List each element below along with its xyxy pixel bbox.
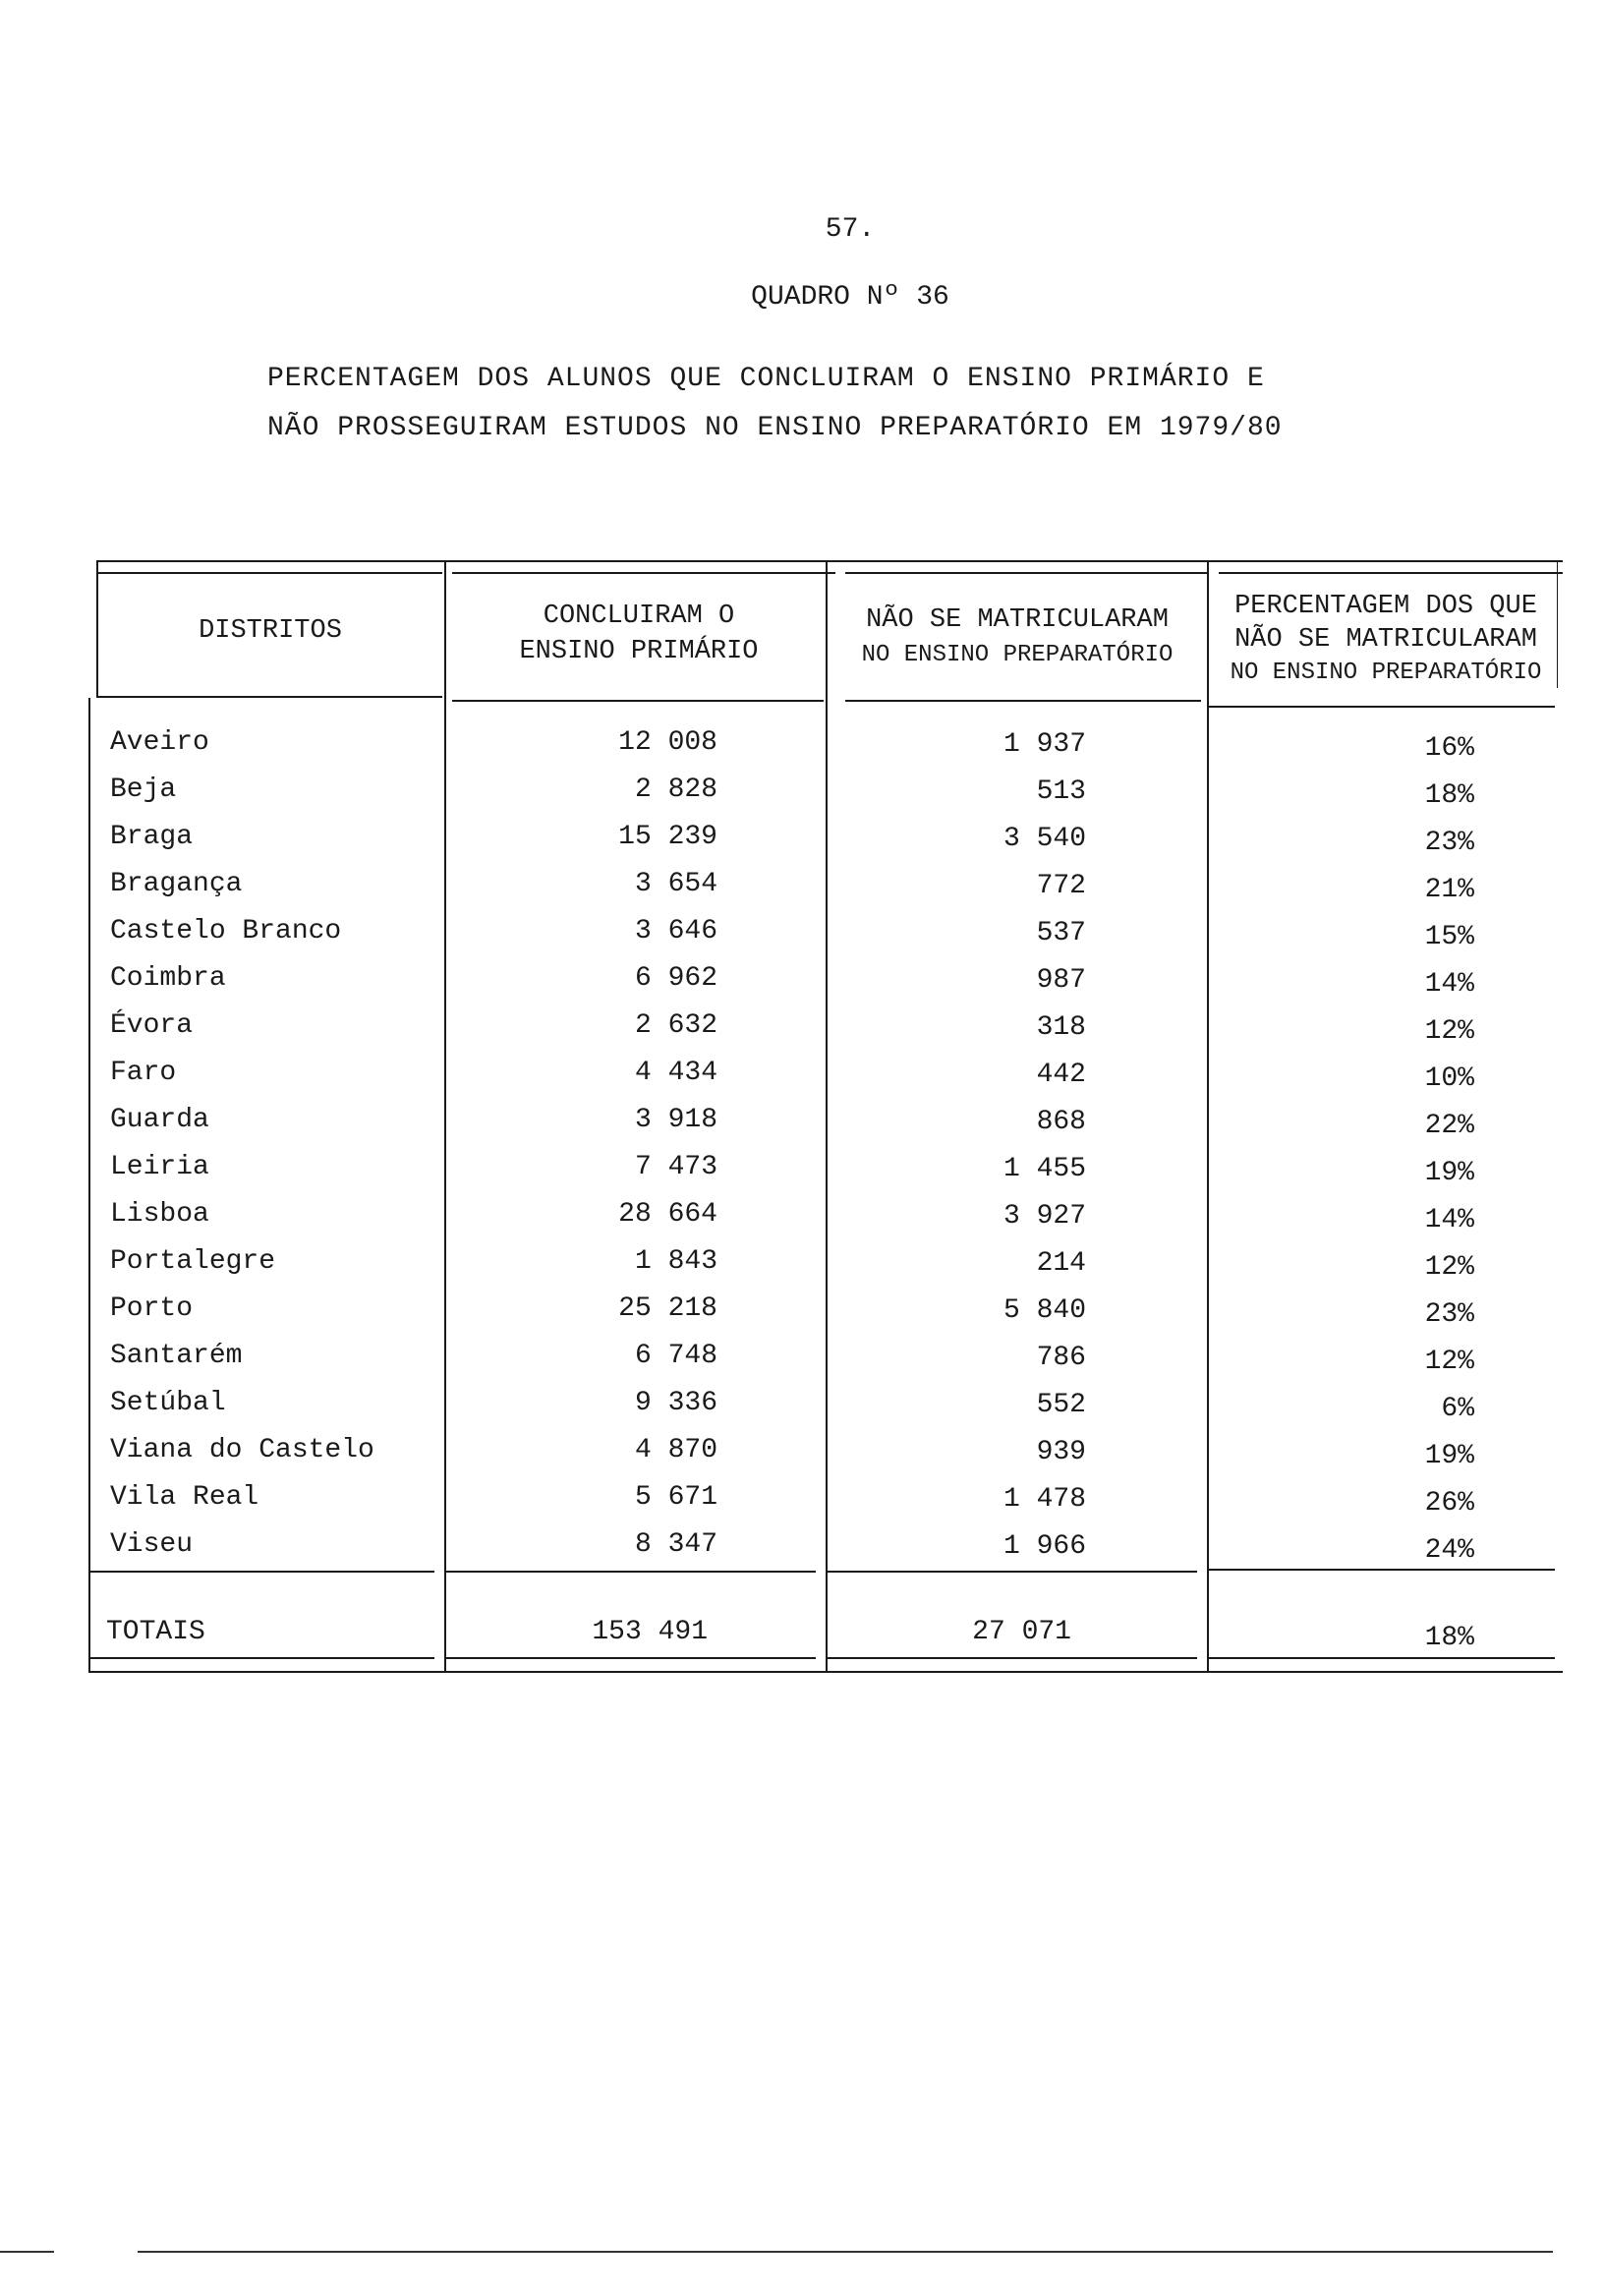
district-name: Santarém	[110, 1341, 243, 1371]
nao-matricularam-value: 537	[1036, 918, 1086, 948]
nao-matricularam-value: 513	[1036, 776, 1086, 807]
nao-matricularam-value: 786	[1036, 1343, 1086, 1373]
totals-percentagem: 18%	[1424, 1623, 1474, 1653]
header-concluiram-line-2: ENSINO PRIMÁRIO	[519, 637, 759, 666]
table-row	[88, 822, 1563, 869]
concluiram-value: 25 218	[618, 1293, 717, 1324]
percentagem-value: 14%	[1424, 969, 1474, 1000]
nao-matricularam-value: 3 540	[1002, 824, 1086, 854]
table-row	[88, 1388, 1563, 1435]
table-row	[88, 1199, 1563, 1246]
footer-rule	[138, 2251, 1553, 2253]
nao-matricularam-value: 3 927	[1002, 1201, 1086, 1232]
district-name: Vila Real	[110, 1482, 259, 1513]
page-number: 57.	[825, 214, 876, 245]
district-name: Braga	[110, 822, 194, 852]
nao-matricularam-value: 442	[1036, 1060, 1086, 1090]
district-name: Évora	[110, 1010, 194, 1041]
district-name: Setúbal	[110, 1388, 226, 1418]
district-name: Viseu	[110, 1529, 194, 1560]
nao-matricularam-value: 939	[1036, 1437, 1086, 1467]
concluiram-value: 2 828	[634, 775, 717, 805]
nao-matricularam-value: 318	[1036, 1012, 1086, 1043]
concluiram-value: 15 239	[618, 822, 717, 852]
nao-matricularam-value: 214	[1036, 1248, 1086, 1279]
concluiram-value: 5 671	[634, 1482, 717, 1513]
districts-table	[88, 560, 1563, 1720]
district-name: Portalegre	[110, 1246, 276, 1277]
district-name: Faro	[110, 1058, 177, 1088]
concluiram-value: 2 632	[634, 1010, 717, 1041]
nao-matricularam-value: 552	[1036, 1390, 1086, 1420]
nao-matricularam-value: 1 937	[1002, 729, 1086, 760]
percentagem-value: 23%	[1424, 828, 1474, 858]
percentagem-value: 21%	[1424, 875, 1474, 905]
nao-matricularam-value: 772	[1036, 871, 1086, 901]
table-row	[88, 1341, 1563, 1388]
table-title-line-1: PERCENTAGEM DOS ALUNOS QUE CONCLUIRAM O ENSINO PRIMÁRIO E	[267, 364, 1265, 394]
concluiram-value: 4 434	[634, 1058, 717, 1088]
percentagem-value: 23%	[1424, 1299, 1474, 1330]
nao-matricularam-value: 1 966	[1002, 1531, 1086, 1562]
percentagem-value: 16%	[1424, 733, 1474, 764]
totals-row	[88, 1617, 1563, 1664]
table-row	[88, 1482, 1563, 1529]
nao-matricularam-value: 868	[1036, 1107, 1086, 1137]
district-name: Guarda	[110, 1105, 209, 1135]
nao-matricularam-value: 5 840	[1002, 1295, 1086, 1326]
table-row	[88, 1435, 1563, 1482]
table-title-line-2: NÃO PROSSEGUIRAM ESTUDOS NO ENSINO PREPARATÓRIO EM 1979/80	[267, 413, 1283, 443]
totals-concluiram: 153 491	[592, 1617, 708, 1647]
concluiram-value: 3 654	[634, 869, 717, 899]
concluiram-value: 4 870	[634, 1435, 717, 1465]
table-row	[88, 727, 1563, 775]
district-name: Porto	[110, 1293, 194, 1324]
percentagem-value: 22%	[1424, 1111, 1474, 1141]
district-name: Aveiro	[110, 727, 209, 758]
district-name: Leiria	[110, 1152, 209, 1182]
totals-label: TOTAIS	[106, 1617, 205, 1647]
totals-nao-matricularam: 27 071	[972, 1617, 1071, 1647]
header-nao-matricularam-line-1: NÃO SE MATRICULARAM	[866, 605, 1169, 635]
district-name: Beja	[110, 775, 177, 805]
percentagem-value: 24%	[1424, 1535, 1474, 1566]
percentagem-value: 26%	[1424, 1488, 1474, 1519]
percentagem-value: 19%	[1424, 1158, 1474, 1188]
concluiram-value: 8 347	[634, 1529, 717, 1560]
percentagem-value: 6%	[1441, 1394, 1474, 1424]
district-name: Coimbra	[110, 963, 226, 994]
header-percentagem-line-3: NO ENSINO PREPARATÓRIO	[1230, 660, 1542, 686]
district-name: Viana do Castelo	[110, 1435, 374, 1465]
table-number: QUADRO Nº 36	[751, 282, 949, 313]
header-distritos: DISTRITOS	[199, 616, 342, 646]
header-percentagem-line-2: NÃO SE MATRICULARAM	[1234, 625, 1537, 655]
percentagem-value: 19%	[1424, 1441, 1474, 1471]
table-row	[88, 1246, 1563, 1293]
table-row	[88, 869, 1563, 916]
percentagem-value: 12%	[1424, 1347, 1474, 1377]
district-name: Castelo Branco	[110, 916, 342, 947]
table-row	[88, 1058, 1563, 1105]
table-row	[88, 1529, 1563, 1577]
table-row	[88, 1105, 1563, 1152]
footer-dash	[0, 2251, 54, 2253]
table-row	[88, 1293, 1563, 1341]
concluiram-value: 9 336	[634, 1388, 717, 1418]
concluiram-value: 1 843	[634, 1246, 717, 1277]
district-name: Bragança	[110, 869, 243, 899]
concluiram-value: 12 008	[618, 727, 717, 758]
header-concluiram-line-1: CONCLUIRAM O	[543, 602, 735, 631]
concluiram-value: 28 664	[618, 1199, 717, 1230]
header-percentagem-line-1: PERCENTAGEM DOS QUE	[1234, 592, 1537, 621]
table-row	[88, 775, 1563, 822]
concluiram-value: 3 646	[634, 916, 717, 947]
concluiram-value: 3 918	[634, 1105, 717, 1135]
concluiram-value: 6 962	[634, 963, 717, 994]
percentagem-value: 18%	[1424, 780, 1474, 811]
table-row	[88, 916, 1563, 963]
concluiram-value: 7 473	[634, 1152, 717, 1182]
table-row	[88, 963, 1563, 1010]
concluiram-value: 6 748	[634, 1341, 717, 1371]
percentagem-value: 14%	[1424, 1205, 1474, 1235]
nao-matricularam-value: 1 455	[1002, 1154, 1086, 1184]
district-name: Lisboa	[110, 1199, 209, 1230]
percentagem-value: 12%	[1424, 1016, 1474, 1047]
table-row	[88, 1010, 1563, 1058]
table-row	[88, 1152, 1563, 1199]
nao-matricularam-value: 987	[1036, 965, 1086, 996]
percentagem-value: 12%	[1424, 1252, 1474, 1283]
percentagem-value: 10%	[1424, 1063, 1474, 1094]
nao-matricularam-value: 1 478	[1002, 1484, 1086, 1515]
header-nao-matricularam-line-2: NO ENSINO PREPARATÓRIO	[861, 642, 1174, 668]
percentagem-value: 15%	[1424, 922, 1474, 952]
